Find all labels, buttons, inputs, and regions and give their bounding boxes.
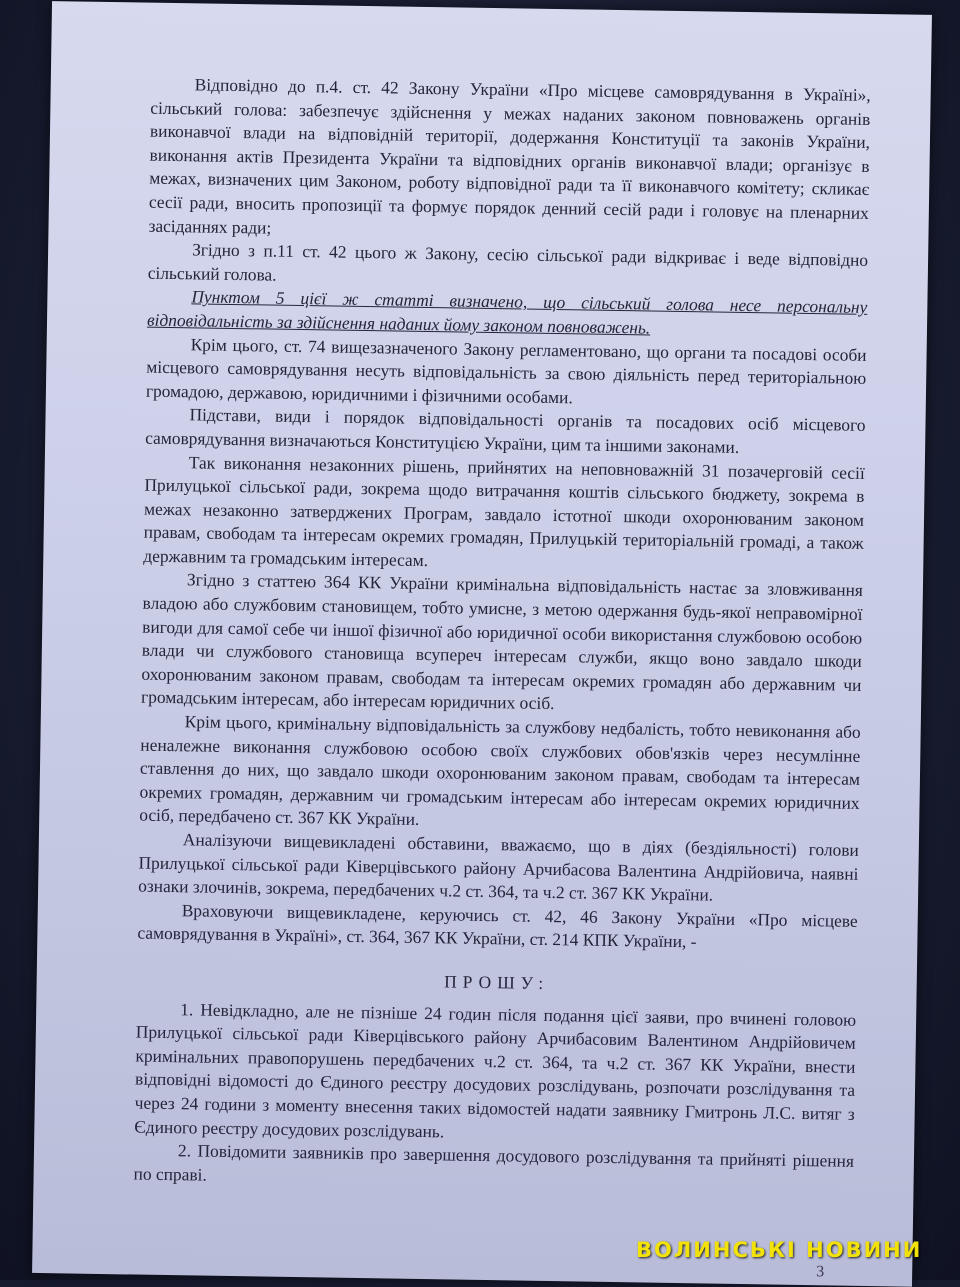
paragraph: Згідно з п.11 ст. 42 цього ж Закону, сесію сільської ради відкриває і веде відповідно сільський голова.	[147, 239, 869, 285]
paragraph: Підстави, види і порядок відповідальності органів та посадових осіб місцевого самоврядування визначаються Конституцією України, цим та іншими законами.	[145, 404, 866, 457]
request-item: 1. Невідкладно, але не пізніше 24 годин після подання цієї заяви, про вчинені головою Прилуцької сільської ради Ківерцівського району Арчибасовим Валентином Андрійовичем кримінальних правопорушень передбачених ч.2 ст. 364, та ч.2 ст. 367 КК України, внести відповідні відомості до Єдиного реєстру досудових розслідувань, розпочати розслідування та через 24 години з моменту внесення таких відомостей надати заявнику Гмитронь Л.С. витяг з Єдиного реєстру досудових розслідувань.	[134, 998, 857, 1141]
request-heading: ПРОШУ:	[444, 971, 550, 993]
paragraph: Так виконання незаконних рішень, прийнятих на неповноважній 31 позачерговій сесії Прилуцької сільської ради, зокрема щодо витрачання коштів сільського бюджету, зокрема в межах незаконно затверджених Програм, завдало істотної шкоди охоронюваним законом правам, свободам та інтересам окремих громадян, Прилуцькій територіальній громаді, а також державним та громадським інтересам.	[143, 451, 865, 570]
highlighted-paragraph: Пунктом 5 цієї ж статті визначено, що сільський голова несе персональну відповідальність за здійснення наданих йому законом повноважень.	[146, 286, 868, 338]
paragraph: Згідно з статтею 364 КК України кримінальна відповідальність настає за зловживання владою або службовим становищем, тобто умисне, з метою одержання будь-якої неправомірної вигоди для самої себе чи іншої фізичної або юридичної особи використання службовою особою влади чи службового становища всупереч інтересам служби, якщо воно завдало шкоди охоронюваним законом правам, свободам та інтересам окремих громадян або державним чи громадським інтересам, або інтересам юридичних осіб.	[140, 569, 864, 714]
document-page	[32, 1, 932, 1287]
page-number: 3	[816, 1263, 825, 1281]
request-item: 2. Повідомити заявників про завершення досудового розслідування та прийняті рішення по справі.	[133, 1140, 855, 1185]
news-watermark-logo: ВОЛИНСЬКІ НОВИНИ	[636, 1238, 923, 1262]
document-body	[133, 73, 870, 1197]
paragraph: Відповідно до п.4. ст. 42 Закону України «Про місцеве самоврядування в Україні», сільський голова: забезпечує здійснення у межах наданих законом повноважень органів виконавчої влади на відповідній території, додержання Конституції та законів України, виконання актів Президента України та відповідних органів виконавчої влади; організує в межах, визначених цим Законом, роботу відповідної ради та її виконавчого комітету; скликає сесії ради, вносить пропозиції та формує порядок денний сесій ради і головує на пленарних засіданнях ради;	[148, 74, 871, 238]
paragraph: Крім цього, кримінальну відповідальність за службову недбалість, тобто невиконання або неналежне виконання службовою особою своїх службових обов'язків через несумлінне ставлення до них, що завдало шкоди охоронюваним законом правам, свободам та інтересам окремих громадян, державним чи громадським інтересам або інтересам окремих юридичних осіб, передбачено ст. 367 КК України.	[139, 711, 861, 830]
paragraph: Враховуючи вищевикладене, керуючись ст. 42, 46 Закону України «Про місцеве самоврядування в Україні», ст. 364, 367 КК України, ст. 214 КПК України, -	[137, 900, 858, 952]
paragraph: Аналізуючи вищевикладені обставини, вважаємо, що в діях (бездіяльності) голови Прилуцької сільської ради Ківерцівського району Арчибасова Валентина Андрійовича, наявні ознаки злочинів, зокрема, передбачених ч.2 ст. 364, та ч.2 ст. 367 КК України.	[138, 829, 859, 905]
paragraph: Крім цього, ст. 74 вищезазначеного Закону регламентовано, що органи та посадові особи місцевого самоврядування несуть відповідальність за свою діяльність перед територіальною громадою, державою, юридичними і фізичними особами.	[145, 333, 867, 408]
